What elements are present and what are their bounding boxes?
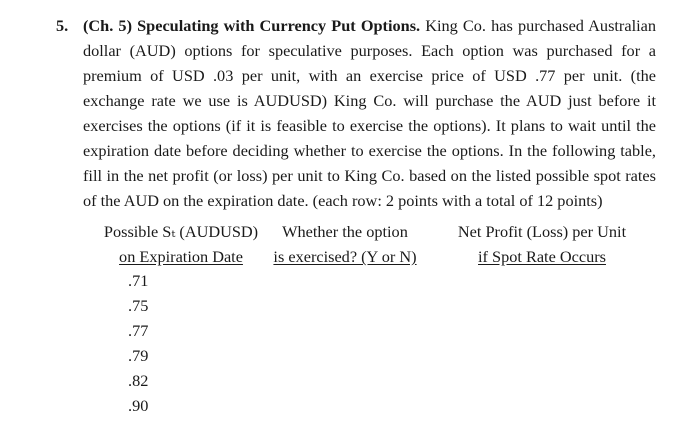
- question-body: King Co. has purchased Australian dollar (AUD) options for speculative purposes. Each option was purchased for a premium of USD .03 per unit, with an exercise price of USD .77 per unit. (the exchange rate we use is AUDUSD) King Co. will purchase the AUD just before it exercises the options (if it is feasible to exercise the options). It plans to wait until the expiration date before deciding whether to exercise the options. In the following table, fill in the net profit (or loss) per unit to King Co. based on the listed possible spot rates of the AUD on the expiration date. (each row: 2 points with a total of 12 points): [83, 16, 656, 210]
- question-title: (Ch. 5) Speculating with Currency Put Options.: [83, 16, 421, 35]
- spot-rate-item: .79: [128, 346, 149, 365]
- question-text: [83, 13, 656, 213]
- question-number: 5.: [56, 16, 69, 35]
- column-header-line1: Net Profit (Loss) per Unit: [457, 222, 627, 241]
- spot-rate-item: .75: [128, 296, 149, 315]
- spot-rate-item: .77: [128, 321, 149, 340]
- column-header-line1: Whether the option: [282, 222, 408, 241]
- spot-rate-list: [128, 268, 148, 418]
- spot-rate-item: .71: [128, 271, 149, 290]
- column-header-exercised: [269, 219, 421, 269]
- column-header-line2: if Spot Rate Occurs: [478, 247, 606, 266]
- column-header-line2: on Expiration Date: [119, 247, 243, 266]
- column-header-line2: is exercised? (Y or N): [273, 247, 417, 266]
- table-header: [0, 219, 700, 269]
- column-header-net-profit: [452, 219, 632, 269]
- spot-rate-item: .90: [128, 396, 149, 415]
- column-header-spot-rate: [101, 219, 261, 269]
- column-header-line1: Possible Sₜ (AUDUSD): [103, 222, 259, 241]
- spot-rate-item: .82: [128, 371, 149, 390]
